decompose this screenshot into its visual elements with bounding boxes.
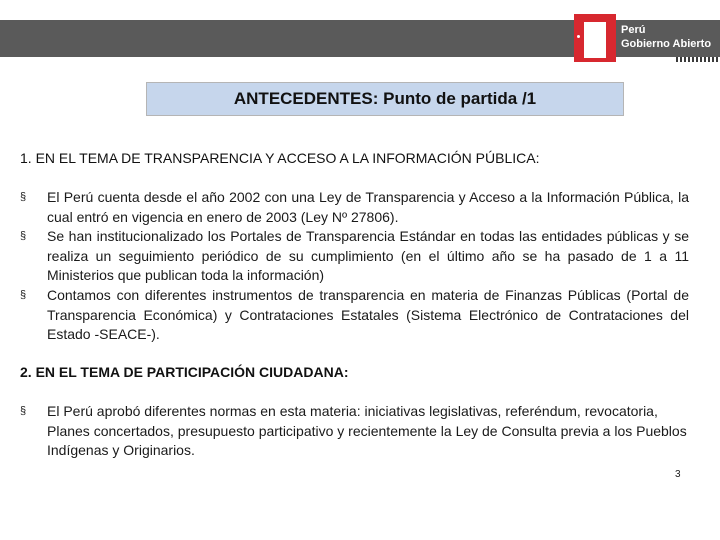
list-item [20,402,689,461]
peru-logo-mark [574,14,616,62]
logo-line-2: Gobierno Abierto [621,38,712,50]
bullet-icon: § [20,405,27,417]
bullet-icon: § [20,191,27,203]
list-item [20,286,689,345]
bullet-text: Contamos con diferentes instrumentos de transparencia en materia de Finanzas Públicas (Portal de Transparencia Económica) y Contrataciones Estatales (Sistema Electrónico de Contrataciones del Estado -SEACE-). [47,286,689,343]
slide-title-text: ANTECEDENTES: Punto de partida /1 [233,89,537,108]
participation-bullet-list [20,402,689,461]
bullet-text: Se han institucionalizado los Portales de Transparencia Estándar en todas las entidades públicas y se realiza un seguimiento periódico de su cumplimiento (en el último año se ha pasado de 1 a 11 Ministerios que publican toda la información) [47,228,689,284]
list-item [20,227,689,286]
slide-title [146,82,624,116]
logo-notch [584,22,606,58]
list-item [20,188,689,227]
section-heading-transparency: 1. EN EL TEMA DE TRANSPARENCIA Y ACCESO A LA INFORMACIÓN PÚBLICA: [20,150,540,166]
page-number: 3 [675,469,681,480]
transparency-bullet-list [20,188,689,345]
section-heading-participation: 2. EN EL TEMA DE PARTICIPACIÓN CIUDADANA: [20,364,349,380]
bullet-icon: § [20,230,27,243]
peru-logo-text [621,23,711,51]
bullet-text: El Perú cuenta desde el año 2002 con una Ley de Transparencia y Acceso a la Información Pública, la cual entró en vigencia en enero de 2003 (Ley Nº 27806). [47,189,689,225]
decorative-stripes [676,57,720,62]
bullet-text: El Perú aprobó diferentes normas en esta materia: iniciativas legislativas, referéndum, revocatoria, Planes concertados, presupuesto participativo y recientemente la Ley de Consulta previa a los Pueblos Indígenas y Originarios. [47,403,687,459]
bullet-icon: § [20,288,27,301]
logo-dot [577,35,580,38]
logo-line-1: Perú [621,24,646,36]
